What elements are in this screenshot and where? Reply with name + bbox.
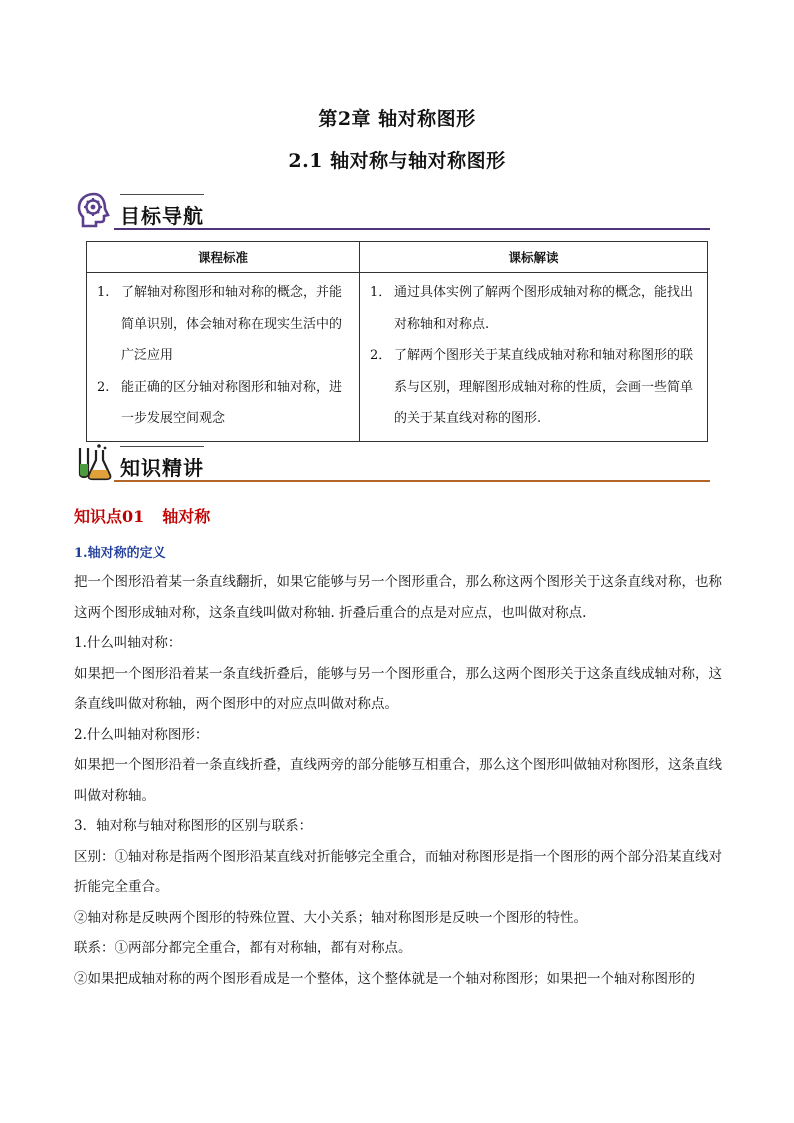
item-text: 了解两个图形关于某直线成轴对称和轴对称图形的联系与区别，理解图形成轴对称的性质，会画一些简单的关于某直线对称的图形. xyxy=(394,348,694,426)
paragraph: 2.什么叫轴对称图形： xyxy=(74,726,209,743)
table-row xyxy=(87,273,708,442)
list-item xyxy=(366,340,701,435)
paragraph: 区别：①轴对称是指两个图形沿某直线对折能够完全重合，而轴对称图形是指一个图形的两个部分沿某直线对折能完全重合。 xyxy=(74,848,722,895)
paragraph: 如果把一个图形沿着某一条直线折叠后，能够与另一个图形重合，那么这两个图形关于这条直线成轴对称，这条直线叫做对称轴，两个图形中的对应点叫做对称点。 xyxy=(74,665,722,712)
item-text: 能正确的区分轴对称图形和轴对称，进一步发展空间观念 xyxy=(121,379,343,426)
item-text: 通过具体实例了解两个图形成轴对称的概念，能找出对称轴和对称点. xyxy=(394,285,694,332)
header-course-standard: 课程标准 xyxy=(87,242,360,273)
list-item xyxy=(93,372,353,435)
course-standard-cell xyxy=(87,273,360,442)
paragraph: 联系：①两部分都完全重合，都有对称轴，都有对称点。 xyxy=(74,940,412,956)
paragraph: 如果把一个图形沿着一条直线折叠，直线两旁的部分能够互相重合，那么这个图形叫做轴对称图形，这条直线叫做对称轴。 xyxy=(74,757,722,804)
lab-flask-icon xyxy=(74,442,114,482)
curriculum-standards-table xyxy=(86,241,708,442)
chapter-title: 第2章 轴对称图形 xyxy=(318,108,476,130)
item-number: 2. xyxy=(97,379,110,395)
list-item xyxy=(93,277,353,372)
banner-top-line xyxy=(120,446,204,447)
knowledge-lecture-rule xyxy=(114,480,710,482)
paragraph: 3．轴对称与轴对称图形的区别与联系： xyxy=(74,818,313,834)
banner-top-line xyxy=(120,194,204,195)
paragraph: ②轴对称是反映两个图形的特殊位置、大小关系；轴对称图形是反映一个图形的特性。 xyxy=(74,909,587,926)
item-text: 了解轴对称图形和轴对称的概念，并能简单识别，体会轴对称在现实生活中的广泛应用 xyxy=(121,285,343,363)
standard-interpretation-cell xyxy=(360,273,708,442)
goal-navigation-rule xyxy=(114,228,710,230)
definition-subheading: 1.轴对称的定义 xyxy=(74,546,166,561)
knowledge-body xyxy=(74,567,734,994)
table-header-row xyxy=(87,242,708,273)
item-number: 1． xyxy=(370,285,392,300)
goal-navigation-label: 目标导航 xyxy=(120,204,204,228)
paragraph: 把一个图形沿着某一条直线翻折，如果它能够与另一个图形重合，那么称这两个图形关于这条直线对称，也称这两个图形成轴对称，这条直线叫做对称轴. 折叠后重合的点是对应点，也叫做对称点. xyxy=(74,574,722,621)
paragraph: ②如果把成轴对称的两个图形看成是一个整体，这个整体就是一个轴对称图形；如果把一个轴对称图形的 xyxy=(74,970,695,987)
header-standard-interpretation: 课标解读 xyxy=(360,242,708,273)
goal-navigation-banner xyxy=(74,190,710,234)
list-item xyxy=(366,277,701,340)
knowledge-lecture-label: 知识精讲 xyxy=(120,456,204,480)
brain-gear-icon xyxy=(74,190,114,230)
paragraph: 1.什么叫轴对称： xyxy=(74,635,182,651)
item-number: 2． xyxy=(370,348,392,363)
knowledge-point-name: 轴对称 xyxy=(162,507,211,526)
knowledge-lecture-banner xyxy=(74,442,710,486)
knowledge-point-title xyxy=(74,504,210,527)
item-number: 1. xyxy=(97,285,110,300)
knowledge-point-label: 知识点01 xyxy=(74,507,145,526)
section-title: 2.1 轴对称与轴对称图形 xyxy=(288,150,506,172)
